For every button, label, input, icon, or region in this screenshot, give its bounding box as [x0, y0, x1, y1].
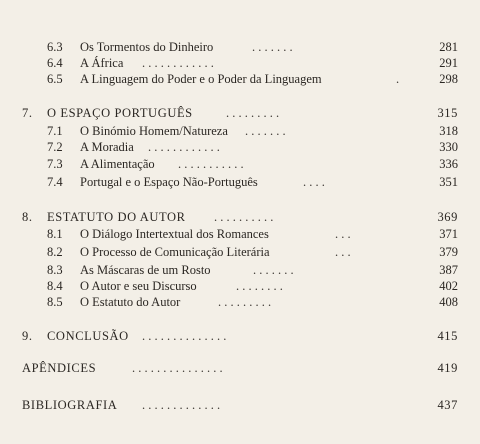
leader-dots: . . .: [335, 245, 351, 259]
section-number: 7.4: [47, 175, 63, 189]
section-number: 8.1: [47, 227, 63, 241]
chapter-title: ESTATUTO DO AUTOR: [47, 210, 186, 224]
section-title: O Processo de Comunicação Literária: [80, 245, 270, 259]
toc-entry: [0, 225, 480, 243]
leader-dots: . . . . . . . . . . . . . .: [142, 329, 227, 343]
chapter-title: APÊNDICES: [22, 361, 97, 375]
chapter-number: 7.: [22, 106, 33, 120]
page-number: 291: [439, 56, 458, 70]
section-number: 8.4: [47, 279, 63, 293]
page-number: 437: [437, 398, 458, 412]
chapter-number: 9.: [22, 329, 33, 343]
page-number: 415: [437, 329, 458, 343]
toc-entry: [0, 173, 480, 191]
section-title: O Diálogo Intertextual dos Romances: [80, 227, 269, 241]
page-number: 408: [439, 295, 458, 309]
page-number: 379: [439, 245, 458, 259]
chapter-number: 8.: [22, 210, 33, 224]
section-number: 7.3: [47, 157, 63, 171]
section-title: O Estatuto do Autor: [80, 295, 181, 309]
leader-dots: . . . . . . .: [253, 263, 294, 277]
leader-dots: . . .: [335, 227, 351, 241]
toc-entry: [0, 243, 480, 261]
section-title: As Máscaras de um Rosto: [80, 263, 211, 277]
leader-dots: . . . . . . . . . . .: [178, 157, 244, 171]
page-number: 298: [439, 72, 458, 86]
page-number: 369: [437, 210, 458, 224]
page-number: 281: [439, 40, 458, 54]
chapter-title: CONCLUSÃO: [47, 329, 129, 343]
section-number: 8.2: [47, 245, 63, 259]
section-number: 7.1: [47, 124, 63, 138]
leader-dots: . . . . . . .: [245, 124, 286, 138]
leader-dots: . . . . . . . . . . . . .: [142, 398, 221, 412]
leader-dots: .: [396, 72, 400, 86]
page-number: 351: [439, 175, 458, 189]
chapter-title: BIBLIOGRAFIA: [22, 398, 118, 412]
section-title: A Moradia: [80, 140, 134, 154]
page-number: 402: [439, 279, 458, 293]
section-number: 8.5: [47, 295, 63, 309]
leader-dots: . . . . . . . . . . . .: [148, 140, 220, 154]
section-title: A África: [80, 56, 124, 70]
section-number: 6.3: [47, 40, 63, 54]
toc-chapter: [0, 327, 480, 345]
leader-dots: . . . . . . . .: [236, 279, 283, 293]
leader-dots: . . . . . . .: [252, 40, 293, 54]
page-number: 336: [439, 157, 458, 171]
page-number: 387: [439, 263, 458, 277]
leader-dots: . . . . . . . . . . . .: [142, 56, 214, 70]
chapter-title: O ESPAÇO PORTUGUÊS: [47, 106, 193, 120]
page-number: 318: [439, 124, 458, 138]
leader-dots: . . . . . . . . .: [226, 106, 280, 120]
page-number: 330: [439, 140, 458, 154]
section-number: 6.5: [47, 72, 63, 86]
section-title: A Linguagem do Poder e o Poder da Linguagem: [80, 72, 322, 86]
page-number: 371: [439, 227, 458, 241]
page-number: 419: [437, 361, 458, 375]
leader-dots: . . . . . . . . . . . . . . .: [132, 361, 223, 375]
section-title: O Binómio Homem/Natureza: [80, 124, 228, 138]
section-title: A Alimentação: [80, 157, 155, 171]
section-title: Os Tormentos do Dinheiro: [80, 40, 214, 54]
toc-chapter: [0, 359, 480, 377]
leader-dots: . . . . . . . . . .: [214, 210, 274, 224]
toc-entry: [0, 293, 480, 311]
section-number: 8.3: [47, 263, 63, 277]
toc-chapter: [0, 208, 480, 226]
section-number: 6.4: [47, 56, 63, 70]
toc-chapter: [0, 396, 480, 414]
toc-chapter: [0, 104, 480, 122]
toc-entry: [0, 138, 480, 156]
page-number: 315: [437, 106, 458, 120]
leader-dots: . . . . . . . . .: [218, 295, 272, 309]
section-title: Portugal e o Espaço Não-Português: [80, 175, 258, 189]
section-title: O Autor e seu Discurso: [80, 279, 197, 293]
section-number: 7.2: [47, 140, 63, 154]
toc-entry: [0, 155, 480, 173]
leader-dots: . . . .: [303, 175, 325, 189]
toc-entry: [0, 70, 480, 88]
